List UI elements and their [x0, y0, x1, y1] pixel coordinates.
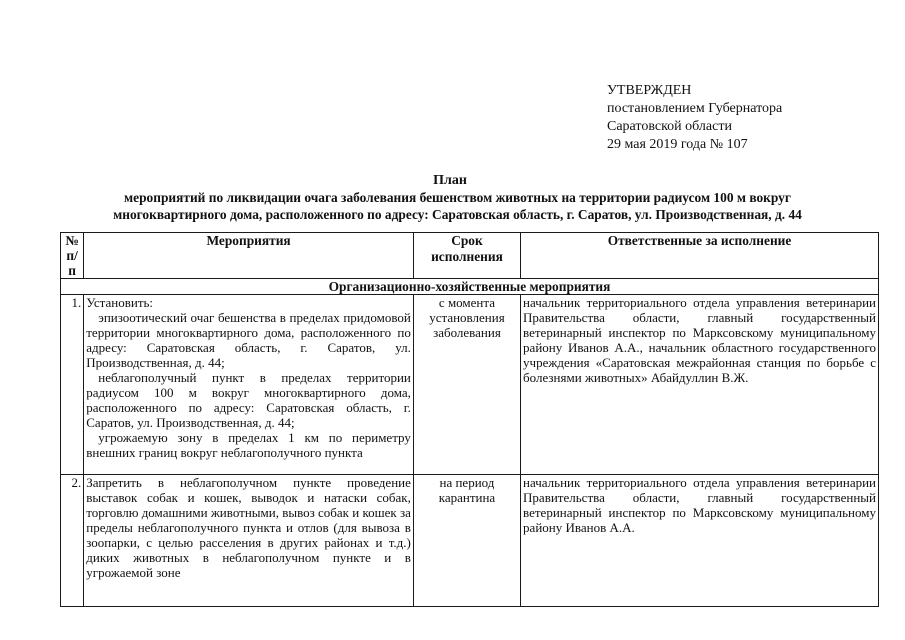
row-deadline: на период карантина: [413, 475, 520, 607]
row-deadline: с момента установления заболевания: [413, 295, 520, 475]
row-responsible: [521, 475, 879, 607]
header-number: № п/п: [61, 233, 84, 279]
plan-title: План: [433, 173, 467, 188]
row-responsible: [521, 295, 879, 475]
approval-title: УТВЕРЖДЕН: [607, 83, 692, 98]
approval-decree: постановлением Губернатора: [607, 101, 783, 116]
activity-item: угрожаемую зону в пределах 1 км по периметру внешних границ вокруг неблагополучного пункта: [86, 430, 411, 460]
row-number: 1.: [61, 295, 84, 475]
table-row: [61, 295, 879, 475]
activity-lead: Установить:: [86, 295, 154, 310]
plan-subtitle: [40, 189, 875, 223]
activity-item: эпизоотический очаг бешенства в пределах придомовой территории многоквартирного дома, расположенного по адресу: Саратовская область, г. Саратов, ул. Производственная, д. 44;: [86, 310, 411, 370]
header-activity: Мероприятия: [84, 233, 414, 279]
header-responsible: Ответственные за исполнение: [521, 233, 879, 279]
activity-text: Запретить в неблагополучном пункте проведение выставок собак и кошек, выводок и натаски собак, торговлю домашними животными, вывоз собак и кошек за пределы неблагополучного пункта и отлов (для вывоза в зоопарки, с целью расселения в других районах и т.д.) диких животных в неблагополучном пункте и в угрожаемой зоне: [86, 475, 411, 580]
activity-item: неблагополучный пункт в пределах территории радиусом 100 м вокруг многоквартирного дома, расположенного по адресу: Саратовская область, г. Саратов, ул. Производственная, д. 44;: [86, 370, 411, 430]
row-activity: [84, 295, 414, 475]
plan-table: [60, 232, 879, 607]
row-activity: [84, 475, 414, 607]
approval-stamp: [607, 82, 782, 154]
responsible-text: начальник территориального отдела управления ветеринарии Правительства области, главный государственный ветеринарный инспектор по Марксовскому муниципальному району Иванов А.А., начальник областного государственного учреждения «Саратовская межрайонная станция по борьбе с болезнями животных» Абайдуллин В.Ж.: [523, 295, 876, 385]
responsible-text: начальник территориального отдела управления ветеринарии Правительства области, главный государственный ветеринарный инспектор по Марксовскому муниципальному району Иванов А.А.: [523, 475, 876, 535]
approval-region: Саратовской области: [607, 119, 732, 134]
section-title: Организационно-хозяйственные мероприятия: [61, 279, 879, 295]
plan-subtitle-line2: многоквартирного дома, расположенного по адресу: Саратовская область, г. Саратов, ул. Производственная, д. 44: [113, 207, 802, 222]
approval-date: 29 мая 2019 года № 107: [607, 137, 748, 152]
plan-subtitle-line1: мероприятий по ликвидации очага заболевания бешенством животных на территории радиусом 100 м вокруг: [124, 190, 791, 205]
header-deadline: Срок исполнения: [413, 233, 520, 279]
table-header-row: [61, 233, 879, 279]
table-row: [61, 475, 879, 607]
row-number: 2.: [61, 475, 84, 607]
section-row: [61, 279, 879, 295]
